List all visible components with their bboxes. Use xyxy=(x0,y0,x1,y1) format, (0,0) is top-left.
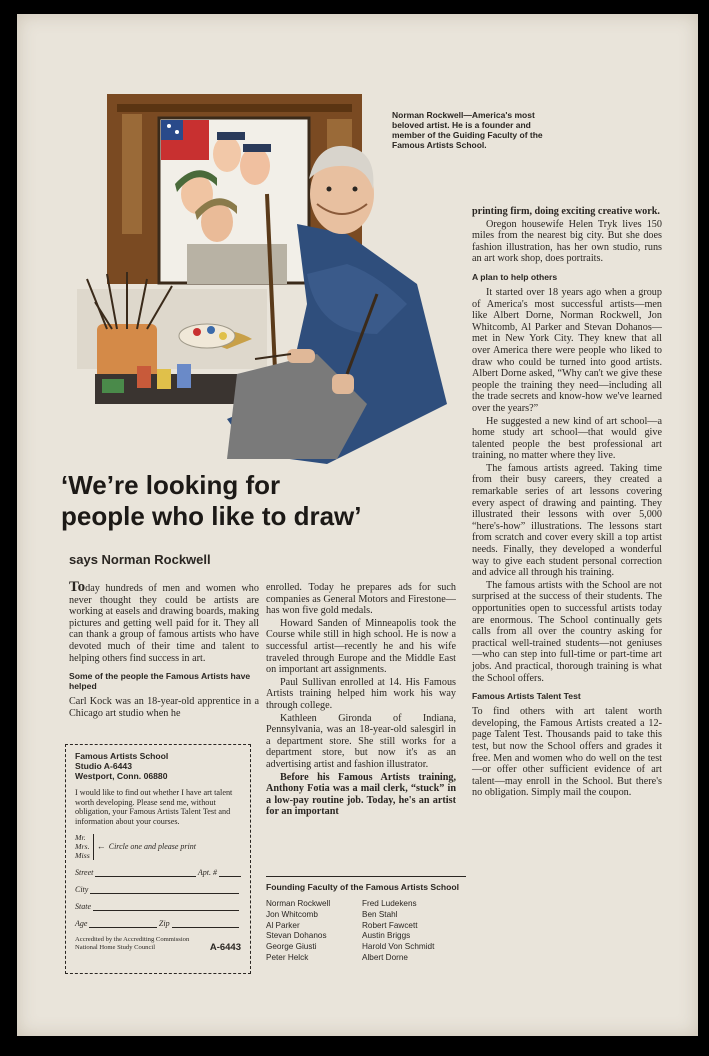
coupon-code: A-6443 xyxy=(209,941,241,953)
state-blank[interactable] xyxy=(93,903,239,911)
faculty-name: Robert Fawcett xyxy=(362,920,418,930)
faculty-name: Jon Whitcomb xyxy=(266,909,318,919)
paragraph: Oregon housewife Helen Tryk lives 150 miles from the nearest big city. But she does fashion illustration, has her own studio, runs an art work shop, does portraits. xyxy=(472,218,662,265)
title-options[interactable] xyxy=(75,834,94,860)
headline-line-2: people who like to draw’ xyxy=(61,501,362,531)
faculty-name: Austin Briggs xyxy=(362,931,411,941)
paragraph: printing firm, doing exciting creative work. xyxy=(472,206,660,217)
faculty-name: George Giusti xyxy=(266,942,317,952)
state-field[interactable] xyxy=(75,894,241,911)
city-blank[interactable] xyxy=(90,886,239,894)
paragraph: He suggested a new kind of art school—a home study art school—that would give talented people the best professional art training, no matter where they live. xyxy=(472,415,662,462)
paragraph: Before his Famous Artists training, Anthony Fotia was a mail clerk, “stuck” in a low-pay routine job. Today, he's an artist for an important xyxy=(266,771,456,818)
paragraph: Carl Kock was an 18-year-old apprentice in a Chicago art studio when he xyxy=(69,696,259,719)
illustration-caption: Norman Rockwell—America's most beloved artist. He is a founder and member of the Guiding Faculty of the Famous Artists School. xyxy=(392,110,543,150)
age-zip-field[interactable] xyxy=(75,911,241,928)
faculty-name: Al Parker xyxy=(266,920,300,930)
intro-paragraph: Today hundreds of men and women who never thought they could be artists are working at easels and drawing boards, making pictures and getting well paid for it. They all can thank a group of famous artists who have devoted much of their time and talent to helping others find success in art. xyxy=(69,579,259,664)
faculty-name: Harold Von Schmidt xyxy=(362,942,435,952)
drop-cap: To xyxy=(69,579,86,595)
title-miss[interactable]: Miss xyxy=(75,850,90,860)
paragraph: Howard Sanden of Minneapolis took the Course while still in high school. He is now a successful artist—recently he and his wife traveled through Europe and the Middle East on important art assignments. xyxy=(266,617,456,676)
faculty-list-right xyxy=(362,899,434,964)
paragraph: The famous artists agreed. Taking time from their busy careers, they created a remarkable series of art lessons covering every aspect of drawing and painting. They illustrated their lessons with over 5,000 “here's-how” illustrations. The lessons start from scratch and cover every skill a top artist needs. Finally, they developed a wonderful way to give each student personal correction and advice all through his training. xyxy=(472,462,662,579)
street-field[interactable] xyxy=(75,860,241,877)
headline-line-1: ‘We’re looking for xyxy=(61,470,281,500)
faculty-list-left xyxy=(266,899,362,964)
mail-in-coupon[interactable] xyxy=(65,744,251,974)
city-field[interactable] xyxy=(75,877,241,894)
paragraph: To find others with art talent worth developing, the Famous Artists created a 12-page Talent Test. Thousands paid to take this test, but now the School offers and grades it free. Men and women who do well on the test—or offer other sufficient evidence of art talent—may enroll in the School. But there's no obligation. Simply mail the coupon. xyxy=(472,706,662,799)
zip-label: Zip xyxy=(158,918,170,928)
faculty-lists xyxy=(266,899,466,964)
paragraph: enrolled. Today he prepares ads for such companies as General Motors and Firestone—has won five gold medals. xyxy=(266,582,456,617)
age-blank[interactable] xyxy=(89,920,156,928)
headline-attribution: says Norman Rockwell xyxy=(69,552,211,567)
faculty-name: Ben Stahl xyxy=(362,909,398,919)
section-heading-helped: Some of the people the Famous Artists have helped xyxy=(69,671,251,692)
street-blank[interactable] xyxy=(95,869,196,877)
faculty-name: Albert Dorne xyxy=(362,952,408,962)
section-heading-talent-test: Famous Artists Talent Test xyxy=(472,691,581,702)
apt-label: Apt. # xyxy=(197,867,217,877)
coupon-studio: Studio A-6443 xyxy=(75,761,132,771)
coupon-request-text: I would like to find out whether I have art talent worth developing. Please send me, without obligation, your Famous Artists Talent Test and information about your courses. xyxy=(75,788,233,826)
section-heading-plan: A plan to help others xyxy=(472,271,558,282)
paragraph: The famous artists with the School are not surprised at the success of their students. The opportunities open to successful artists today are enormous. The School continually gets calls from all over the country asking for practical well-trained students—not geniuses—who can step into full-time or part-time art jobs. And practical, thorough training is what the School offers. xyxy=(472,579,662,684)
paragraph: It started over 18 years ago when a group of America's most successful artists—men like Albert Dorne, Norman Rockwell, Jon Whitcomb, Al Parker and Stevan Dohanos—met in New York City. They knew that all over America there were people who liked to draw who could be turned into good artists. Albert Dorne asked, “Why can't we give these people the training they need—including all the trade secrets and know-how we've learned over the years?” xyxy=(472,286,662,414)
body-column-1 xyxy=(69,579,259,720)
coupon-school-name: Famous Artists School xyxy=(75,751,169,761)
circle-instruction: Circle one and please print xyxy=(108,842,196,852)
age-label: Age xyxy=(75,918,88,928)
faculty-heading: Founding Faculty of the Famous Artists School xyxy=(266,882,460,892)
faculty-name: Norman Rockwell xyxy=(266,899,331,908)
body-column-3 xyxy=(472,206,662,800)
page-headline xyxy=(61,470,461,532)
title-mrs[interactable]: Mrs. xyxy=(75,841,90,851)
state-label: State xyxy=(75,901,91,911)
accreditation-row xyxy=(75,936,241,951)
founding-faculty-box xyxy=(266,876,466,964)
divider xyxy=(266,876,466,877)
apt-blank[interactable] xyxy=(219,869,241,877)
title-mr[interactable]: Mr. xyxy=(75,833,86,843)
title-choice-group[interactable] xyxy=(75,834,241,860)
paragraph: Kathleen Gironda of Indiana, Pennsylvania, was an 18-year-old salesgirl in a department store. She still works for a department store, but now it's as an advertising artist and fashion illustrator. xyxy=(266,712,456,770)
city-label: City xyxy=(75,884,89,894)
faculty-name: Fred Ludekens xyxy=(362,899,417,908)
arrow-left-icon: ← xyxy=(96,841,106,852)
coupon-address: Westport, Conn. 06880 xyxy=(75,771,168,781)
faculty-name: Peter Helck xyxy=(266,952,309,962)
body-column-2 xyxy=(266,582,456,819)
accreditation-text: Accredited by the Accrediting Commission National Home Study Council xyxy=(75,936,190,951)
magazine-page xyxy=(17,14,698,1036)
zip-blank[interactable] xyxy=(172,920,239,928)
faculty-name: Stevan Dohanos xyxy=(266,931,327,941)
paragraph: Paul Sullivan enrolled at 14. His Famous Artists training helped him work his way through college. xyxy=(266,676,456,711)
street-label: Street xyxy=(75,867,94,877)
